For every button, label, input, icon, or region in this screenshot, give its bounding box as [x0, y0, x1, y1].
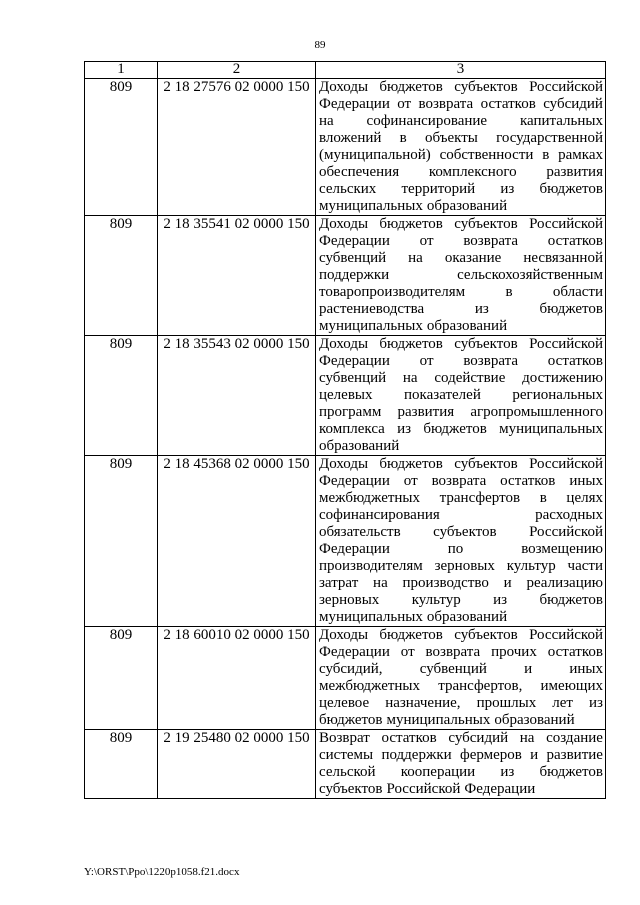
- description-line: субвенций на содействие достижению: [319, 370, 603, 386]
- description-line: товаропроизводителям в области: [319, 284, 603, 300]
- description-cell: [316, 456, 606, 627]
- description-line: Федерации от возврата остатков субсидий: [319, 96, 603, 112]
- description-cell: [316, 336, 606, 456]
- description-line: Федерации от возврата остатков: [319, 353, 603, 369]
- description-line: сельских территорий из бюджетов: [319, 181, 603, 197]
- description-cell: [316, 216, 606, 336]
- admin-code-cell: 809: [85, 627, 158, 730]
- description-line: сельской кооперации из бюджетов: [319, 764, 603, 780]
- description-line: Доходы бюджетов субъектов Российской: [319, 336, 603, 352]
- description-line: межбюджетных трансфертов в целях: [319, 490, 603, 506]
- file-path: Y:\ORST\Ppo\1220p1058.f21.docx: [84, 866, 240, 878]
- description-line: целевое назначение, прошлых лет из: [319, 695, 603, 711]
- description-line: субъектов Российской Федерации: [319, 781, 536, 797]
- table-row: [85, 79, 606, 216]
- column-header: 2: [158, 62, 316, 79]
- description-line: Федерации от возврата прочих остатков: [319, 644, 603, 660]
- description-cell: [316, 730, 606, 799]
- page-number: 89: [314, 39, 326, 51]
- description-line: Доходы бюджетов субъектов Российской: [319, 216, 603, 232]
- description-line: Федерации от возврата остатков иных: [319, 473, 603, 489]
- budget-code-cell: 2 19 25480 02 0000 150: [158, 730, 316, 799]
- table-row: [85, 336, 606, 456]
- description-line: Доходы бюджетов субъектов Российской: [319, 627, 603, 643]
- description-line: субвенций на оказание несвязанной: [319, 250, 603, 266]
- description-line: межбюджетных трансфертов, имеющих: [319, 678, 603, 694]
- table-row: [85, 216, 606, 336]
- column-header: 3: [316, 62, 606, 79]
- description-line: программ развития агропромышленного: [319, 404, 603, 420]
- description-line: обязательств субъектов Российской: [319, 524, 603, 540]
- description-line: софинансирования расходных: [319, 507, 603, 523]
- admin-code-cell: 809: [85, 730, 158, 799]
- description-line: образований: [319, 438, 400, 454]
- budget-code-cell: 2 18 35541 02 0000 150: [158, 216, 316, 336]
- description-line: Доходы бюджетов субъектов Российской: [319, 79, 603, 95]
- description-line: Возврат остатков субсидий на создание: [319, 730, 603, 746]
- admin-code-cell: 809: [85, 336, 158, 456]
- column-header: 1: [85, 62, 158, 79]
- description-line: системы поддержки фермеров и развитие: [319, 747, 603, 763]
- description-cell: [316, 79, 606, 216]
- budget-code-cell: 2 18 35543 02 0000 150: [158, 336, 316, 456]
- budget-code-cell: 2 18 60010 02 0000 150: [158, 627, 316, 730]
- description-line: целевых показателей региональных: [319, 387, 603, 403]
- description-cell: [316, 627, 606, 730]
- admin-code-cell: 809: [85, 456, 158, 627]
- table-row: [85, 627, 606, 730]
- budget-code-cell: 2 18 45368 02 0000 150: [158, 456, 316, 627]
- description-line: зерновых культур из бюджетов: [319, 592, 603, 608]
- description-line: поддержки сельскохозяйственным: [319, 267, 603, 283]
- table-header-row: [85, 62, 606, 79]
- description-line: муниципальных образований: [319, 609, 508, 625]
- description-line: вложений в объекты государственной: [319, 130, 603, 146]
- description-line: Доходы бюджетов субъектов Российской: [319, 456, 603, 472]
- description-line: (муниципальной) собственности в рамках: [319, 147, 603, 163]
- description-line: на софинансирование капитальных: [319, 113, 603, 129]
- description-line: субсидий, субвенций и иных: [319, 661, 603, 677]
- description-line: затрат на производство и реализацию: [319, 575, 603, 591]
- description-line: производителям зерновых культур части: [319, 558, 603, 574]
- description-line: муниципальных образований: [319, 198, 508, 214]
- description-line: Федерации по возмещению: [319, 541, 603, 557]
- revenue-classification-table: [84, 61, 606, 799]
- description-line: Федерации от возврата остатков: [319, 233, 603, 249]
- description-line: бюджетов муниципальных образований: [319, 712, 575, 728]
- budget-code-cell: 2 18 27576 02 0000 150: [158, 79, 316, 216]
- admin-code-cell: 809: [85, 216, 158, 336]
- table-row: [85, 456, 606, 627]
- description-line: растениеводства из бюджетов: [319, 301, 603, 317]
- table-row: [85, 730, 606, 799]
- description-line: обеспечения комплексного развития: [319, 164, 603, 180]
- description-line: комплекса из бюджетов муниципальных: [319, 421, 603, 437]
- description-line: муниципальных образований: [319, 318, 508, 334]
- admin-code-cell: 809: [85, 79, 158, 216]
